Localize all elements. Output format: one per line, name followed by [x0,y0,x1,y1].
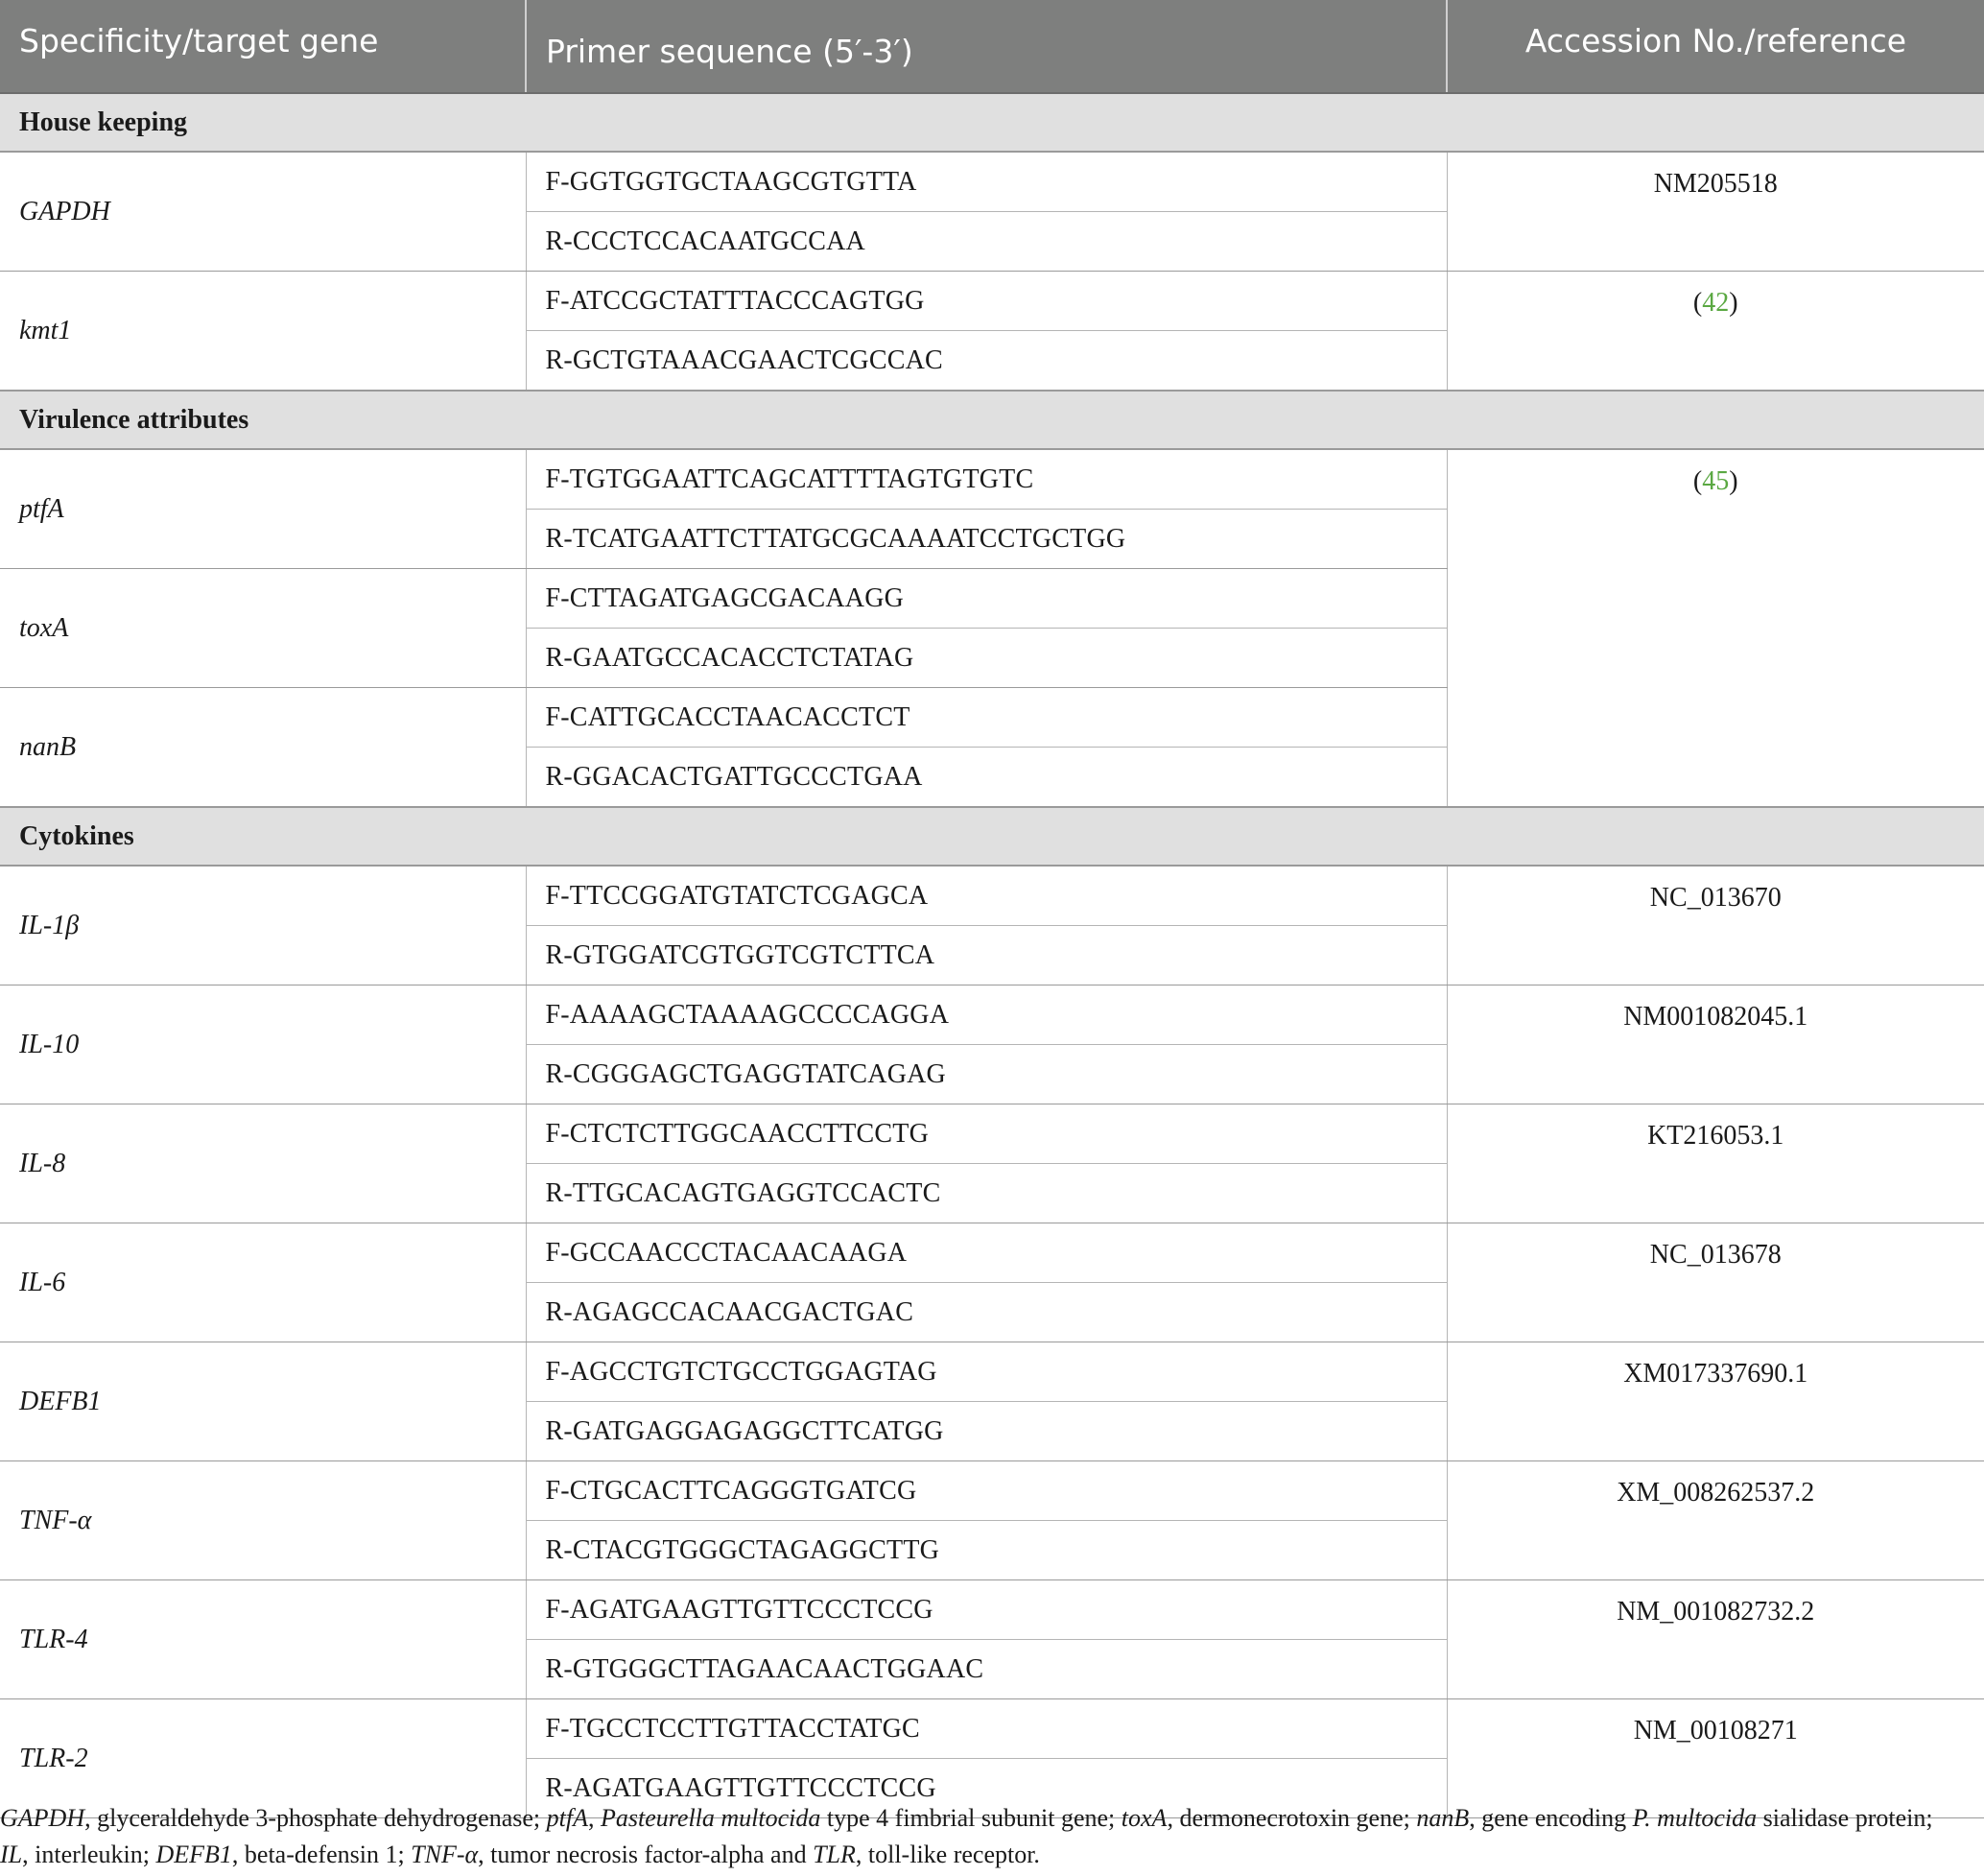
primer-reverse: R-AGATGAAGTTGTTCCCTCCG [526,1759,1447,1818]
primer-forward: F-TGTGGAATTCAGCATTTTAGTGTGTC [526,449,1447,510]
table-row [0,1580,1984,1640]
header-row [0,0,1984,93]
accession-il1b: NC_013670 [1447,866,1984,985]
fn-text: , glyceraldehyde 3-phosphate dehydrogenase; [84,1804,547,1832]
fn-gapdh: GAPDH [0,1804,85,1832]
fn-text: , interleukin; [22,1840,156,1868]
section-row [0,93,1984,152]
primer-reverse: R-AGAGCCACAACGACTGAC [526,1283,1447,1342]
fn-tlr: TLR [813,1840,856,1868]
reference-link-42[interactable]: 42 [1702,288,1730,318]
accession-il6: NC_013678 [1447,1223,1984,1342]
accession-il10: NM001082045.1 [1447,985,1984,1104]
primer-forward: F-AGATGAAGTTGTTCCCTCCG [526,1580,1447,1640]
table-row [0,449,1984,510]
fn-species: Pasteurella multocida [600,1804,821,1832]
primer-forward: F-GCCAACCCTACAACAAGA [526,1223,1447,1283]
fn-text: , beta-defensin 1; [231,1840,412,1868]
fn-text: , gene encoding [1469,1804,1633,1832]
accession-tlr4: NM_001082732.2 [1447,1580,1984,1699]
primer-forward: F-CTTAGATGAGCGACAAGG [526,569,1447,629]
primer-reverse: R-CCCTCCACAATGCCAA [526,212,1447,272]
primer-forward: F-ATCCGCTATTTACCCAGTGG [526,272,1447,331]
accession-tlr2: NM_00108271 [1447,1699,1984,1818]
gene-toxa: toxA [0,569,526,688]
table-row [0,985,1984,1045]
fn-species-short: P. multocida [1632,1804,1758,1832]
table-row [0,1223,1984,1283]
table-footnote [0,1800,1984,1873]
primer-reverse: R-GTGGATCGTGGTCGTCTTCA [526,926,1447,985]
table-row [0,1342,1984,1402]
section-virulence: Virulence attributes [0,391,1984,449]
fn-defb1: DEFB1 [155,1840,232,1868]
fn-text: sialidase protein; [1757,1804,1933,1832]
ref-close: ) [1729,288,1738,318]
ref-open: ( [1692,288,1703,318]
gene-il10: IL-10 [0,985,526,1104]
primer-forward: F-CTCTCTTGGCAACCTTCCTG [526,1104,1447,1164]
primer-reverse: R-CGGGAGCTGAGGTATCAGAG [526,1045,1447,1104]
fn-text: type 4 fimbrial subunit gene; [820,1804,1122,1832]
primer-forward: F-GGTGGTGCTAAGCGTGTTA [526,152,1447,212]
section-cytokines: Cytokines [0,807,1984,866]
gene-nanb: nanB [0,688,526,808]
gene-gapdh: GAPDH [0,152,526,272]
table-row [0,1104,1984,1164]
primer-forward: F-CTGCACTTCAGGGTGATCG [526,1461,1447,1521]
primer-reverse: R-GTGGGCTTAGAACAACTGGAAC [526,1640,1447,1699]
primer-reverse: R-TCATGAATTCTTATGCGCAAAATCCTGCTGG [526,510,1447,569]
primer-forward: F-TTCCGGATGTATCTCGAGCA [526,866,1447,926]
accession-defb1: XM017337690.1 [1447,1342,1984,1461]
header-accession: Accession No./reference [1447,0,1984,93]
accession-gapdh: NM205518 [1447,152,1984,272]
fn-toxa: toxA [1121,1804,1168,1832]
gene-tlr2: TLR-2 [0,1699,526,1818]
gene-il8: IL-8 [0,1104,526,1223]
gene-defb1: DEFB1 [0,1342,526,1461]
primer-reverse: R-CTACGTGGGCTAGAGGCTTG [526,1521,1447,1580]
fn-tnf: TNF-α [411,1840,479,1868]
table-row [0,272,1984,331]
reference-virulence [1447,449,1984,807]
primer-reverse: R-GGACACTGATTGCCCTGAA [526,748,1447,808]
fn-text: , [587,1804,601,1832]
fn-text: , toll-like receptor. [855,1840,1040,1868]
fn-nanb: nanB [1416,1804,1470,1832]
table-row [0,1699,1984,1759]
fn-text: , tumor necrosis factor-alpha and [478,1840,814,1868]
section-housekeeping: House keeping [0,93,1984,152]
table-row [0,866,1984,926]
gene-il6: IL-6 [0,1223,526,1342]
accession-tnfa: XM_008262537.2 [1447,1461,1984,1580]
section-row [0,391,1984,449]
ref-close: ) [1729,466,1738,496]
gene-ptfa: ptfA [0,449,526,569]
primer-reverse: R-GATGAGGAGAGGCTTCATGG [526,1402,1447,1461]
table-row [0,152,1984,212]
gene-tlr4: TLR-4 [0,1580,526,1699]
header-sequence: Primer sequence (5′-3′) [526,0,1447,93]
fn-ptfa: ptfA [546,1804,588,1832]
reference-kmt1 [1447,272,1984,392]
header-gene: Specificity/target gene [0,0,526,93]
primer-forward: F-AAAAGCTAAAAGCCCCAGGA [526,985,1447,1045]
primer-reverse: R-TTGCACAGTGAGGTCCACTC [526,1164,1447,1223]
table-row [0,1461,1984,1521]
reference-link-45[interactable]: 45 [1702,466,1730,496]
primer-reverse: R-GCTGTAAACGAACTCGCCAC [526,331,1447,392]
gene-il1b: IL-1β [0,866,526,985]
accession-il8: KT216053.1 [1447,1104,1984,1223]
gene-tnfa: TNF-α [0,1461,526,1580]
fn-il: IL [0,1840,23,1868]
gene-kmt1: kmt1 [0,272,526,392]
primer-forward: F-AGCCTGTCTGCCTGGAGTAG [526,1342,1447,1402]
fn-text: , dermonecrotoxin gene; [1167,1804,1417,1832]
section-row [0,807,1984,866]
primer-forward: F-TGCCTCCTTGTTACCTATGC [526,1699,1447,1759]
primer-reverse: R-GAATGCCACACCTCTATAG [526,629,1447,688]
ref-open: ( [1692,466,1703,496]
primer-forward: F-CATTGCACCTAACACCTCT [526,688,1447,748]
